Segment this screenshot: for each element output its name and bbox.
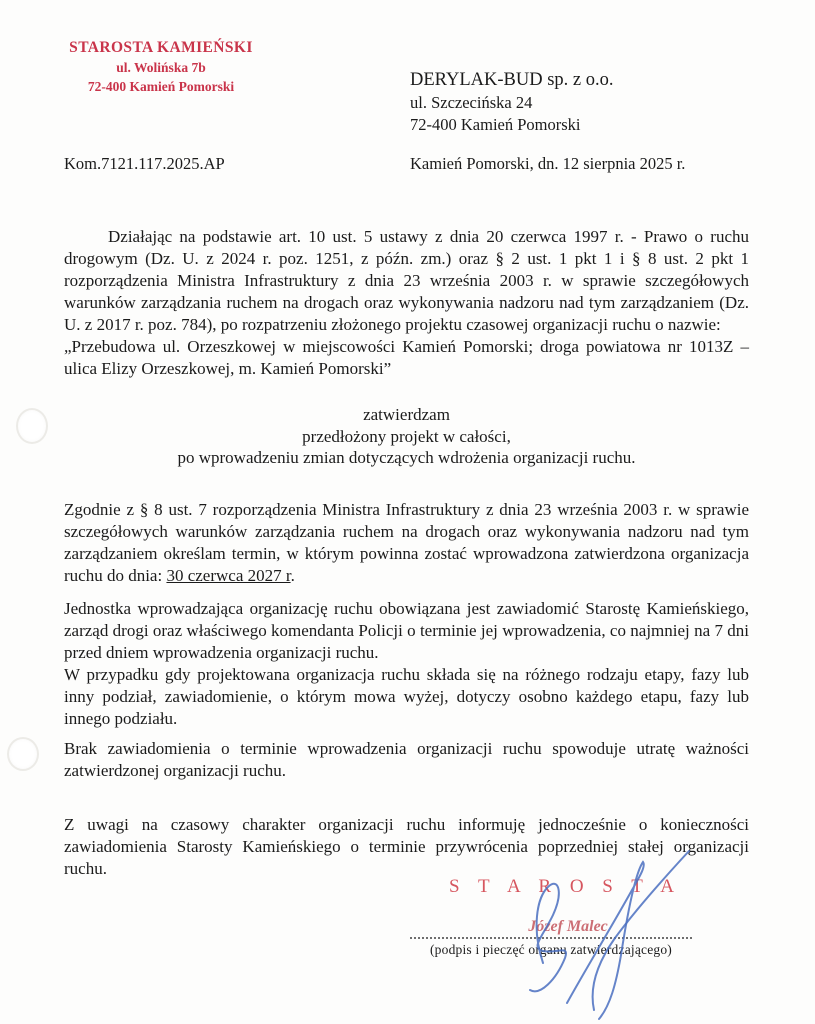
- recipient-city: 72-400 Kamień Pomorski: [410, 115, 581, 134]
- signature-block: [410, 876, 692, 958]
- signer-title-stamp: S T A R O S T A: [449, 876, 681, 897]
- sender-letterhead-stamp: [55, 38, 267, 96]
- decision-condition: po wprowadzeniu zmian dotyczących wdrożenia organizacji ruchu.: [177, 448, 636, 467]
- legal-basis-paragraph: [64, 226, 749, 380]
- recipient-address-block: [410, 68, 614, 136]
- decision-block: [64, 404, 749, 469]
- validity-warning-paragraph: Brak zawiadomienia o terminie wprowadzenia organizacji ruchu spowoduje utratę ważności zatwierdzonej organizacji ruchu.: [64, 739, 749, 780]
- place-and-date: Kamień Pomorski, dn. 12 sierpnia 2025 r.: [410, 154, 686, 173]
- stages-paragraph: W przypadku gdy projektowana organizacja ruchu składa się na różnego rodzaju etapy, fazy lub inny podział, zawiadomienie, o którym mowa wyżej, dotyczy osobno każdego etapu, fazy lub innego podziału.: [64, 665, 749, 728]
- sender-city: 72-400 Kamień Pomorski: [87, 79, 235, 94]
- recipient-name: DERYLAK-BUD sp. z o.o.: [410, 70, 614, 90]
- deadline-period: .: [290, 566, 295, 585]
- decision-scope: przedłożony projekt w całości,: [302, 426, 511, 446]
- punch-hole-top: [16, 408, 48, 444]
- legal-basis-text: Działając na podstawie art. 10 ust. 5 ustawy z dnia 20 czerwca 1997 r. - Prawo o ruchu drogowym (Dz. U. z 2024 r. poz. 1251, z późn. zm.) oraz § 2 ust. 1 pkt 1 i § 8 ust. 2 pkt 1 rozporządzenia Ministra Infrastruktury z dnia 23 września 2003 r. w sprawie szczegółowych warunków zarządzania ruchem na drogach oraz wykonywania nadzoru nad tym zarządzaniem (Dz. U. z 2017 r. poz. 784), po rozpatrzeniu złożonego projektu czasowej organizacji ruchu o nazwie:: [64, 227, 749, 334]
- deadline-text: Zgodnie z § 8 ust. 7 rozporządzenia Ministra Infrastruktury z dnia 23 września 2003 r. w sprawie szczegółowych warunków zarządzania ruchem na drogach oraz wykonywania nadzoru nad tym zarządzaniem określam termin, w którym powinna zostać wprowadzona zatwierdzona organizacja ruchu do dnia:: [64, 500, 749, 585]
- deadline-paragraph: [64, 499, 749, 587]
- case-reference-number: Kom.7121.117.2025.AP: [64, 154, 225, 173]
- sender-name: STAROSTA KAMIEŃSKI: [69, 39, 253, 56]
- sender-street: ul. Wolińska 7b: [116, 60, 206, 75]
- notification-paragraphs: [64, 598, 749, 730]
- punch-hole-bottom: [7, 737, 39, 771]
- decision-word: zatwierdzam: [363, 405, 450, 424]
- notification-paragraph: Jednostka wprowadzająca organizację ruchu obowiązana jest zawiadomić Starostę Kamieńskiego, zarząd drogi oraz właściwego komendanta Policji o terminie jej wprowadzenia, co najmniej na 7 dni przed dniem wprowadzenia organizacji ruchu.: [64, 599, 749, 662]
- deadline-date: 30 czerwca 2027 r: [166, 566, 291, 585]
- signature-dotted-line: [410, 937, 692, 939]
- project-title: „Przebudowa ul. Orzeszkowej w miejscowości Kamień Pomorski; droga powiatowa nr 1013Z – ulica Elizy Orzeszkowej, m. Kamień Pomorski”: [64, 337, 749, 378]
- temporary-note-paragraph: Z uwagi na czasowy charakter organizacji ruchu informuję jednocześnie o konieczności zawiadomienia Starosty Kamieńskiego o terminie przywrócenia poprzedniej stałej organizacji ruchu.: [64, 815, 749, 878]
- signature-caption: (podpis i pieczęć organu zatwierdzającego): [429, 942, 673, 957]
- recipient-street: ul. Szczecińska 24: [410, 93, 533, 112]
- signer-name-stamp: Józef Malec: [528, 918, 608, 935]
